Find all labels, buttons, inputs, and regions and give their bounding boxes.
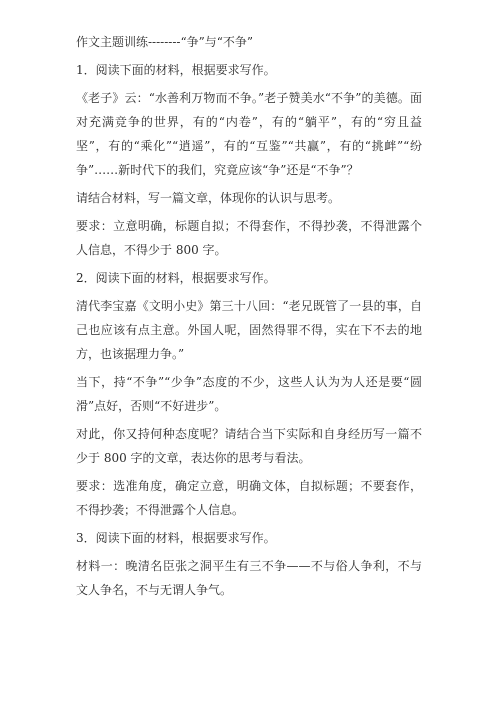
question-1-heading: 1．阅读下面的材料，根据要求写作。 bbox=[76, 63, 276, 77]
question-3-material-1: 材料一：晚清名臣张之洞平生有三不争——不与俗人争利，不与文人争名，不与无谓人争气。 bbox=[76, 559, 422, 597]
question-2-heading: 2．阅读下面的材料，根据要求写作。 bbox=[76, 271, 276, 285]
question-2-material: 清代李宝嘉《文明小史》第三十八回：“老兄既管了一县的事，自己也应该有点主意。外国人呢，固然得罪不得，实在下不去的地方，也该据理力争。” bbox=[76, 299, 422, 361]
document-title: 作文主题训练--------“争”与“不争” bbox=[76, 35, 253, 49]
document-body bbox=[76, 30, 422, 602]
question-2-instruction: 对此，你又持何种态度呢？请结合当下实际和自身经历写一篇不少于 800 字的文章，表达你的思考与看法。 bbox=[76, 427, 422, 465]
question-2-context: 当下，持“不争”“少争”态度的不少，这些人认为为人还是要“圆滑”点好，否则“不好进步”。 bbox=[76, 375, 422, 413]
question-3-heading: 3．阅读下面的材料，根据要求写作。 bbox=[76, 531, 276, 545]
question-2-requirements: 要求：选准角度，确定立意，明确文体，自拟标题；不要套作，不得抄袭；不得泄露个人信息。 bbox=[76, 479, 422, 517]
question-1-material: 《老子》云：“水善利万物而不争。”老子赞美水“不争”的美德。面对充满竞争的世界，有的“内卷”，有的“躺平”，有的“穷且益坚”，有的“乘化”“逍遥”，有的“互鉴”“共赢”，有的“挑衅”“纷争”……新时代下的我们，究竟应该“争”还是“不争”？ bbox=[76, 91, 422, 177]
question-1-instruction: 请结合材料，写一篇文章，体现你的认识与思考。 bbox=[76, 191, 341, 205]
question-1-requirements: 要求：立意明确，标题自拟；不得套作，不得抄袭，不得泄露个人信息，不得少于 800 字。 bbox=[76, 219, 422, 257]
